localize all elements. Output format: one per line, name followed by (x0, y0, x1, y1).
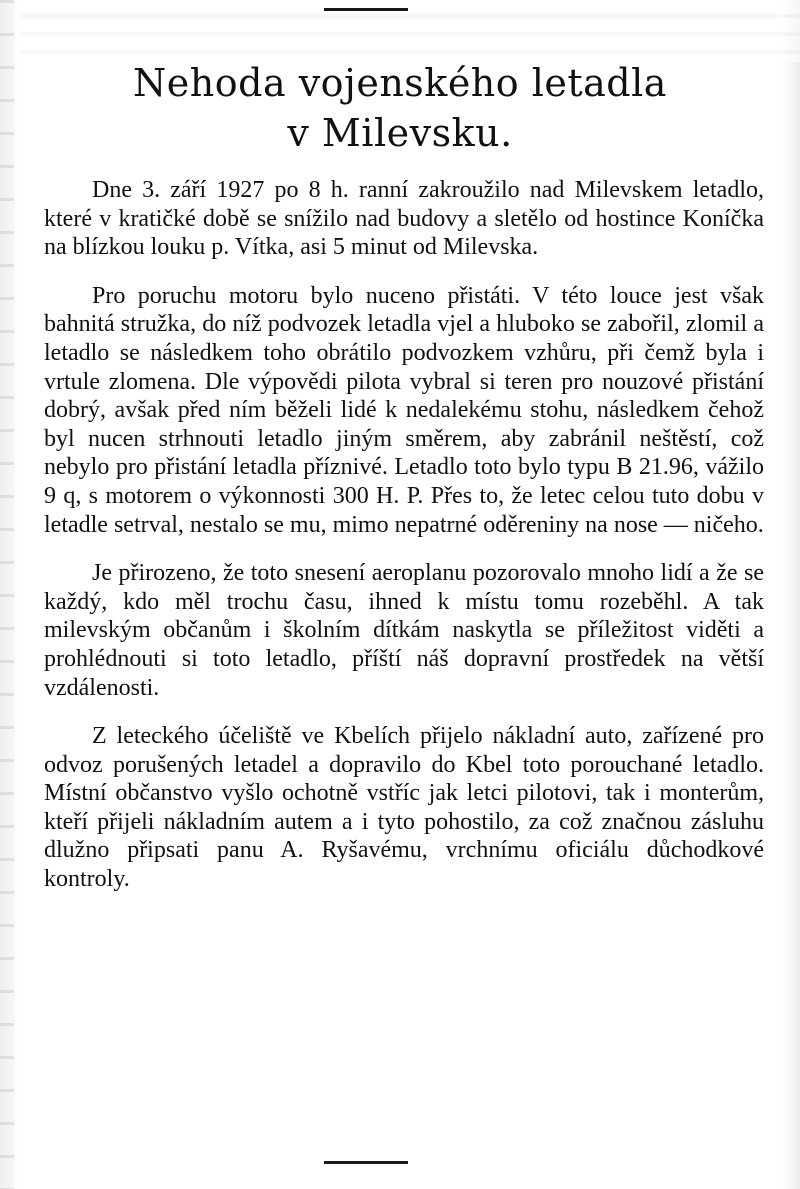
top-divider-rule (324, 8, 408, 11)
paragraph-4: Z leteckého účeliště ve Kbelích přijelo nákladní auto, zařízené pro odvoz porušených letadel a dopravilo do Kbel toto porouchané letadlo. Místní občanstvo vyšlo ochotně vstříc jak letci pilotovi, tak i monterům, kteří přijeli nákladním autem a i tyto pohostilo, za což značnou zásluhu dlužno připsati panu A. Ryšavému, vrchnímu oficiálu důchodkové kontroly. (44, 723, 764, 893)
bottom-divider-rule (324, 1161, 408, 1164)
article-body (44, 176, 764, 894)
article-title-line-2: v Milevsku. (287, 111, 513, 155)
article-title-line-1: Nehoda vojenského letadla (133, 61, 667, 105)
paragraph-1: Dne 3. září 1927 po 8 h. ranní zakroužilo nad Milevskem letadlo, které v kratičké době se snížilo nad budovy a sletělo od hostince Koníčka na blízkou louku p. Vítka, asi 5 minut od Milevska. (44, 177, 764, 261)
bleed-through-top (20, 0, 800, 62)
paragraph-2: Pro poruchu motoru bylo nuceno přistáti. V této louce jest však bahnitá stružka, do níž podvozek letadla vjel a hluboko se zabořil, zlomil a letadlo se následkem toho obrátilo podvozkem vzhůru, při čemž byla i vrtule zlomena. Dle výpovědi pilota vybral si teren pro nouzové přistání dobrý, avšak před ním běželi lidé k nedalekému stohu, následkem čehož byl nucen strhnouti letadlo jiným směrem, aby zabránil neštěstí, což nebylo pro přistání letadla příznivé. Letadlo toto bylo typu B 21.96, vážilo 9 q, s motorem o výkonnosti 300 H. P. Přes to, že letec celou tuto dobu v letadle setrval, nestalo se mu, mimo nepatrné oděreniny na nose — ničeho. (44, 282, 764, 538)
paragraph-3: Je přirozeno, že toto snesení aeroplanu pozorovalo mnoho lidí a že se každý, kdo měl trochu času, ihned k místu tomu rozeběhl. A tak milevským občanům i školním dítkám naskytla se příležitost viděti a prohlédnouti si toto letadlo, příští náš dopravní prostředek na větší vzdálenosti. (44, 560, 764, 701)
bleed-through-left-margin (0, 0, 14, 1189)
